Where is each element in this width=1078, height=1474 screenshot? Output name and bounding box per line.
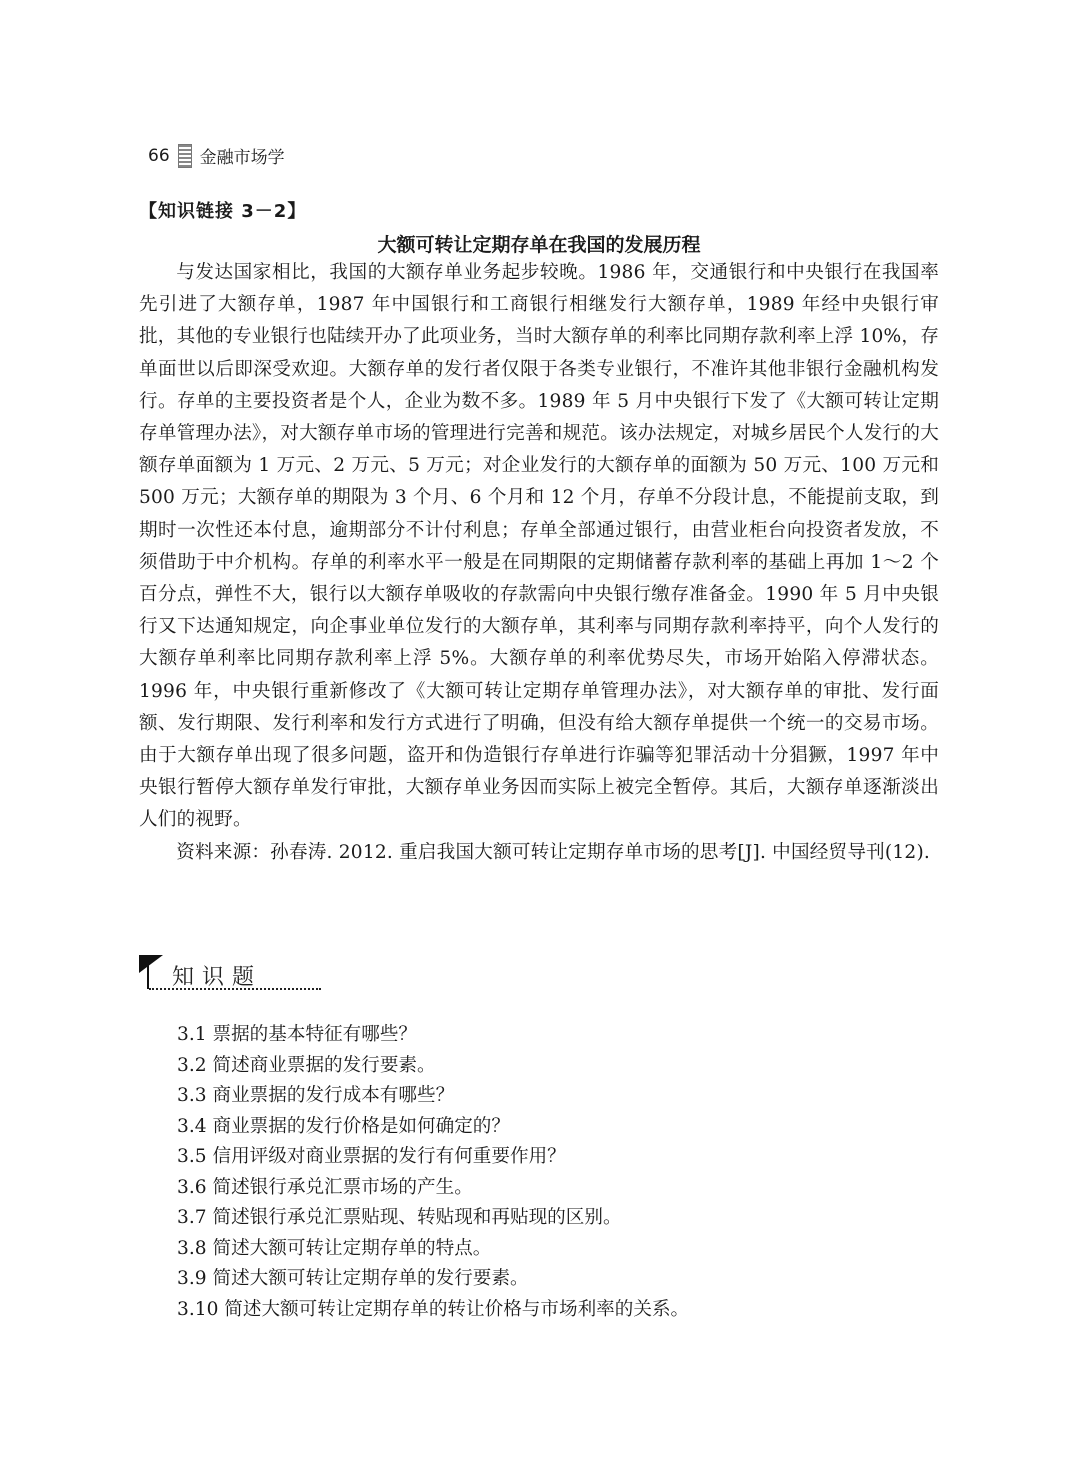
question-item: 3.1 票据的基本特征有哪些？ — [177, 1024, 418, 1045]
question-item: 3.6 简述银行承兑汇票市场的产生。 — [177, 1176, 473, 1198]
question-list — [177, 1020, 689, 1325]
page-header — [148, 143, 285, 168]
flag-icon — [139, 955, 163, 973]
section-underline — [149, 988, 321, 990]
question-item: 3.4 商业票据的发行价格是如何确定的？ — [177, 1115, 510, 1137]
article-body — [139, 257, 939, 869]
source-citation: 资料来源：孙春涛. 2012. 重启我国大额可转让定期存单市场的思考[J]. 中国经贸导刊(12). — [176, 841, 931, 863]
question-item: 3.7 简述银行承兑汇票贴现、转贴现和再贴现的区别。 — [177, 1207, 622, 1228]
question-item: 3.2 简述商业票据的发行要素。 — [177, 1054, 436, 1076]
question-item: 3.5 信用评级对商业票据的发行有何重要作用？ — [177, 1146, 566, 1167]
book-title: 金融市场学 — [199, 148, 285, 168]
question-item: 3.3 商业票据的发行成本有哪些？ — [177, 1085, 455, 1106]
article-paragraph: 与发达国家相比，我国的大额存单业务起步较晚。1986 年，交通银行和中央银行在我国率先引进了大额存单，1987 年中国银行和工商银行相继发行大额存单，1989 年经中央银行审批，其他的专业银行也陆续开办了此项业务，当时大额存单的利率比同期存款利率上浮 10%，存单面世以后即深受欢迎。大额存单的发行者仅限于各类专业银行，不准许其他非银行金融机构发行。存单的主要投资者是个人，企业为数不多。1989 年 5 月中央银行下发了《大额可转让定期存单管理办法》，对大额存单市场的管理进行完善和规范。该办法规定，对城乡居民个人发行的大额存单面额为 1 万元、2 万元、5 万元；对企业发行的大额存单的面额为 50 万元、100 万元和 500 万元；大额存单的期限为 3 个月、6 个月和 12 个月，存单不分段计息，不能提前支取，到期时一次性还本付息，逾期部分不计付利息；存单全部通过银行，由营业柜台向投资者发放，不须借助于中介机构。存单的利率水平一般是在同期限的定期储蓄存款利率的基础上再加 1～2 个百分点，弹性不大，银行以大额存单吸收的存款需向中央银行缴存准备金。1990 年 5 月中央银行又下达通知规定，向企事业单位发行的大额存单，其利率与同期存款利率持平，向个人发行的大额存单利率比同期存款利率上浮 5%。大额存单的利率优势尽失，市场开始陷入停滞状态。1996 年，中央银行重新修改了《大额可转让定期存单管理办法》，对大额存单的审批、发行面额、发行期限、发行利率和发行方式进行了明确，但没有给大额存单提供一个统一的交易市场。由于大额存单出现了很多问题，盗开和伪造银行存单进行诈骗等犯罪活动十分猖獗，1997 年中央银行暂停大额存单发行审批，大额存单业务因而实际上被完全暂停。其后，大额存单逐渐淡出人们的视野。 — [139, 262, 939, 831]
header-divider-icon — [178, 144, 192, 168]
page-number: 66 — [148, 145, 170, 166]
knowledge-link-label: 【知识链接 3－2】 — [139, 201, 307, 222]
question-item: 3.8 简述大额可转让定期存单的特点。 — [177, 1237, 492, 1259]
flag-pole — [147, 963, 149, 989]
section-heading — [139, 955, 323, 991]
question-item: 3.10 简述大额可转让定期存单的转让价格与市场利率的关系。 — [177, 1298, 690, 1320]
section-title: 知识题 — [172, 965, 263, 990]
article-title: 大额可转让定期存单在我国的发展历程 — [377, 234, 701, 256]
question-item: 3.9 简述大额可转让定期存单的发行要素。 — [177, 1268, 529, 1289]
